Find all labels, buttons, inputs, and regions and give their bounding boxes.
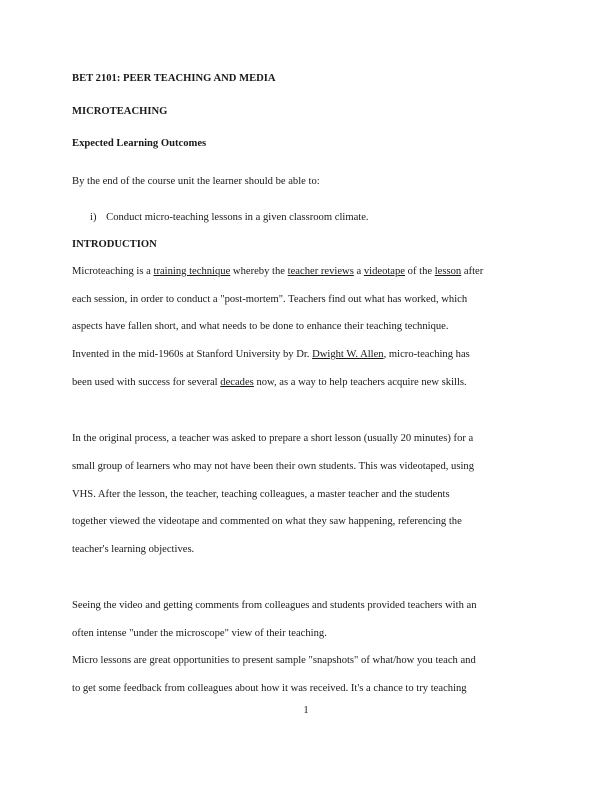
- page-number: 1: [303, 705, 309, 716]
- link-teacher-reviews[interactable]: teacher reviews: [287, 266, 354, 277]
- text-run: after: [461, 266, 484, 277]
- para2-line: In the original process, a teacher was asked to prepare a short lesson (usually 20 minutes) for a: [72, 433, 474, 444]
- para1-line4: [72, 348, 470, 362]
- text-run: of the: [405, 266, 435, 277]
- para1-line5: [72, 376, 467, 390]
- outcome-marker: i): [90, 212, 97, 223]
- text-run: been used with success for several: [72, 377, 221, 388]
- para3-line: Seeing the video and getting comments from colleagues and students provided teachers with an: [72, 600, 477, 611]
- para3-line: to get some feedback from colleagues about how it was received. It's a chance to try teaching: [72, 683, 467, 694]
- text-run: now, as a way to help teachers acquire new skills.: [253, 377, 467, 388]
- text-run: , micro-teaching has: [383, 349, 470, 360]
- outcome-text: Conduct micro-teaching lessons in a given classroom climate.: [106, 212, 369, 223]
- para3-line: Micro lessons are great opportunities to present sample "snapshots" of what/how you teach and: [72, 655, 476, 666]
- intro-heading: INTRODUCTION: [72, 239, 157, 250]
- para2-line: teacher's learning objectives.: [72, 544, 195, 555]
- link-training-technique[interactable]: training technique: [153, 266, 231, 277]
- para2-line: small group of learners who may not have been their own students. This was videotaped, using: [72, 461, 474, 472]
- link-videotape[interactable]: videotape: [363, 266, 406, 277]
- text-run: Microteaching is a: [72, 266, 154, 277]
- link-dwight-allen[interactable]: Dwight W. Allen: [312, 349, 384, 360]
- outcome-item: [90, 211, 369, 225]
- para2-line: VHS. After the lesson, the teacher, teaching colleagues, a master teacher and the students: [72, 489, 450, 500]
- link-decades[interactable]: decades: [220, 377, 254, 388]
- link-lesson[interactable]: lesson: [434, 266, 462, 277]
- para3-line: often intense "under the microscope" view of their teaching.: [72, 628, 327, 639]
- para1-line3: aspects have fallen short, and what needs to be done to enhance their teaching technique.: [72, 321, 449, 332]
- outcomes-intro: By the end of the course unit the learner should be able to:: [72, 176, 320, 187]
- section-heading: MICROTEACHING: [72, 106, 168, 117]
- outcomes-heading: Expected Learning Outcomes: [72, 138, 207, 149]
- course-title: BET 2101: PEER TEACHING AND MEDIA: [72, 73, 276, 84]
- para2-line: together viewed the videotape and commented on what they saw happening, referencing the: [72, 516, 462, 527]
- text-run: whereby the: [230, 266, 288, 277]
- para1-line1: [72, 265, 483, 279]
- para1-line2: each session, in order to conduct a "post-mortem". Teachers find out what has worked, which: [72, 294, 468, 305]
- text-run: a: [353, 266, 364, 277]
- text-run: Invented in the mid-1960s at Stanford University by Dr.: [72, 349, 313, 360]
